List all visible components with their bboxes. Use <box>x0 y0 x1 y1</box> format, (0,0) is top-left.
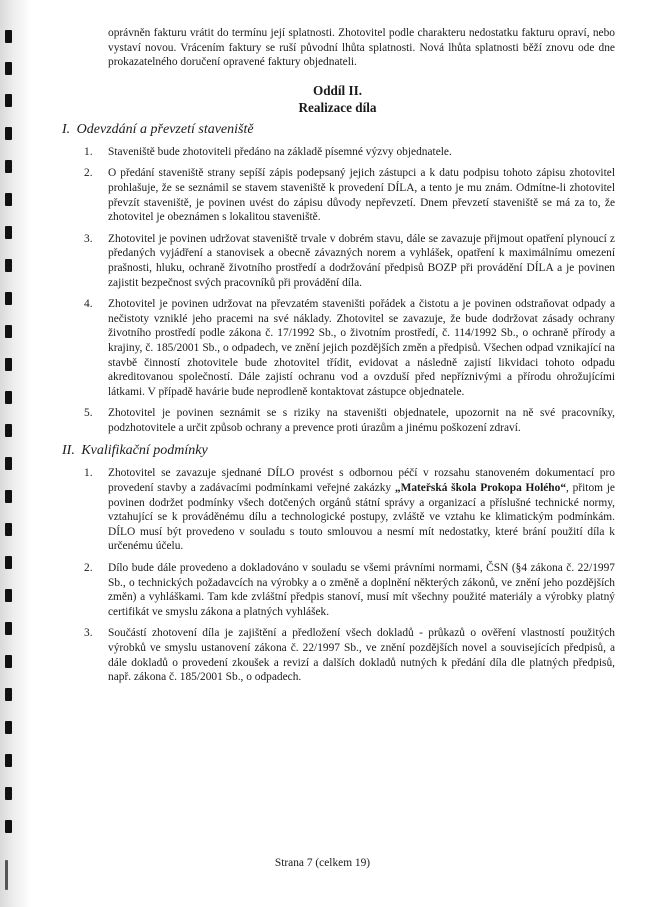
list-item <box>60 145 615 160</box>
binding-hole <box>5 787 12 800</box>
intro-paragraph: oprávněn fakturu vrátit do termínu její splatnosti. Zhotovitel podle charakteru nedostatku fakturu opraví, nebo vystaví novou. Vrácením faktury se ruší původní lhůta splatnosti. Nová lhůta splatnosti běží znovu ode dne prokazatelného doručení opravené faktury objednateli. <box>108 27 615 69</box>
item-text: Zhotovitel je povinen udržovat staveniště trvale v dobrém stavu, dále se zavazuje přijmout opatření plynoucí z předaných vyjádření a stanovisek a obecně závazných norem a vyhlášek, opatření k maximálnímu omezení prašnosti, hluku, ochraně životního prostředí a dodržování předpisů BOZP při provádění DÍLA a je povinen zajistit bezpečnost svých pracovníků při provádění díla. <box>108 232 615 289</box>
binding-hole <box>5 556 12 569</box>
binding-hole <box>5 94 12 107</box>
list-item <box>60 561 615 619</box>
binding-hole <box>5 721 12 734</box>
item-text: Součástí zhotovení díla je zajištění a předložení všech dokladů - průkazů o ověření vlastností použitých výrobků ve smyslu ustanovení zákona č. 22/1997 Sb., ve znění pozdějších novel a souvisejících předpisů, a dále dokladů o provedení zkoušek a revizí a dalších dokladů nutných k předání díla dle platných předpisů, např. zákona č. 185/2001 Sb., o odpadech. <box>108 627 615 684</box>
list-item <box>60 406 615 435</box>
item-number: 5. <box>84 407 93 420</box>
contract-name: „Mateřská škola Prokopa Holého“ <box>394 482 567 495</box>
subsection-heading <box>62 121 615 138</box>
item-number: 2. <box>84 167 93 180</box>
item-number: 1. <box>84 467 93 480</box>
binding-hole <box>5 391 12 404</box>
binding-hole <box>5 193 12 206</box>
item-number: 3. <box>84 627 93 640</box>
binding-hole <box>5 62 12 75</box>
list-item <box>60 166 615 224</box>
binding-hole <box>5 424 12 437</box>
numbered-list <box>60 466 615 684</box>
list-item <box>60 626 615 684</box>
item-number: 2. <box>84 562 93 575</box>
binding-hole <box>5 325 12 338</box>
section-subtitle: Realizace díla <box>298 99 377 115</box>
item-number: 3. <box>84 232 93 245</box>
item-number: 1. <box>84 145 93 158</box>
binding-hole <box>5 259 12 272</box>
item-text-after: , přitom je povinen dodržet podmínky všech dotčených orgánů státní správy a organizací a příslušné technické normy, vztahující se k prováděnému dílu a technologické postupy, zvláště ve vztahu ke klimatickým podmínkám. DÍLO musí být provedeno v souladu s touto smlouvou a nesmí mít nedostatky, které brání použití díla k určenému účelu. <box>108 482 615 553</box>
list-item <box>60 297 615 399</box>
item-text: O předání staveniště strany sepíší zápis podepsaný jejich zástupci a k datu podpisu tohoto zápisu zhotovitel prohlašuje, že se seznámil se stavem staveniště k provedení DÍLA, a tento je mu znám. Odmítne-li zhotovitel převzít staveniště, je povinen uvést do zápisu důvody nepřevzetí. Dnem převzetí staveniště se má za to, že zhotovitel je obeznámen s lokalitou staveniště. <box>108 167 615 224</box>
binding-hole <box>5 754 12 767</box>
subsection-title: Odevzdání a převzetí staveniště <box>76 121 254 137</box>
item-number: 4. <box>84 298 93 311</box>
binding-hole <box>5 358 12 371</box>
binding-hole <box>5 523 12 536</box>
item-text: Dílo bude dále provedeno a dokladováno v souladu se všemi právními normami, ČSN (§4 zákona č. 22/1997 Sb., o technických požadavcích na výrobky a o změně a doplnění některých zákonů, ve znění jeho pozdějších změn) a vyhláškami. Tam kde zvláštní předpis stanoví, musí mít všechny použité materiály a výrobky platný certifikát ve smyslu zákona a platných vyhlášek. <box>108 562 615 618</box>
item-text: Zhotovitel je povinen seznámit se s riziky na staveništi objednatele, upozornit na ně své pracovníky, podzhotovitele a určit způsob ochrany a prevence proti úrazům a jinému poškození zdraví. <box>108 407 615 434</box>
item-text <box>108 467 615 552</box>
list-item <box>60 232 615 290</box>
section-title: Oddíl II. <box>312 82 363 98</box>
binding-hole <box>5 226 12 239</box>
binding-hole <box>5 457 12 470</box>
subsection-title: Kvalifikační podmínky <box>81 443 208 459</box>
list-item <box>60 466 615 554</box>
numbered-list <box>60 145 615 436</box>
binding-hole <box>5 490 12 503</box>
page-content <box>60 26 615 692</box>
binding-hole <box>5 127 12 140</box>
binding-hole <box>5 820 12 833</box>
subsection-number: I. <box>62 121 71 137</box>
subsection-number: II. <box>62 443 75 459</box>
binding-hole <box>5 292 12 305</box>
item-text: Zhotovitel je povinen udržovat na převzatém staveništi pořádek a čistotu a je povinen odstraňovat odpady a nečistoty vzniklé jeho pracemi na své náklady. Zhotovitel se zavazuje, že bude dodržovat zásady ochrany životního prostředí podle zákona č. 17/1992 Sb., o životním prostředí, č. 114/1992 Sb., o ochraně přírody a krajiny, č. 185/2001 Sb., o odpadech, ve znění jejich pozdějších změn a předpisů. Všechen odpad vznikající na stavbě činností zhotovitele bude zhotovitel třídit, evidovat a následně zajistí likvidaci tohoto odpadu akreditovanou společností. Dále zajistí ochranu vod a ovzduší před nepříznivými a přírodu ohrožujícími látkami. V případě havárie bude neprodleně kontaktovat zástupce objednatele. <box>108 298 615 398</box>
binding-edge <box>0 0 30 907</box>
binding-hole <box>5 688 12 701</box>
page-footer: Strana 7 (celkem 19) <box>274 857 371 869</box>
binding-hole <box>5 622 12 635</box>
binding-hole <box>5 160 12 173</box>
binding-hole <box>5 589 12 602</box>
binding-hole <box>5 30 12 43</box>
subsection-heading <box>62 442 615 459</box>
item-text-before: Zhotovitel se zavazuje sjednané DÍLO provést s odbornou péčí v rozsahu stanoveném dokumentací pro provedení stavby a zadávacími podmínkami veřejné zakázky <box>108 467 615 495</box>
item-text: Staveniště bude zhotoviteli předáno na základě písemné výzvy objednatele. <box>108 145 452 158</box>
section-heading <box>60 82 615 116</box>
binding-hole <box>5 655 12 668</box>
